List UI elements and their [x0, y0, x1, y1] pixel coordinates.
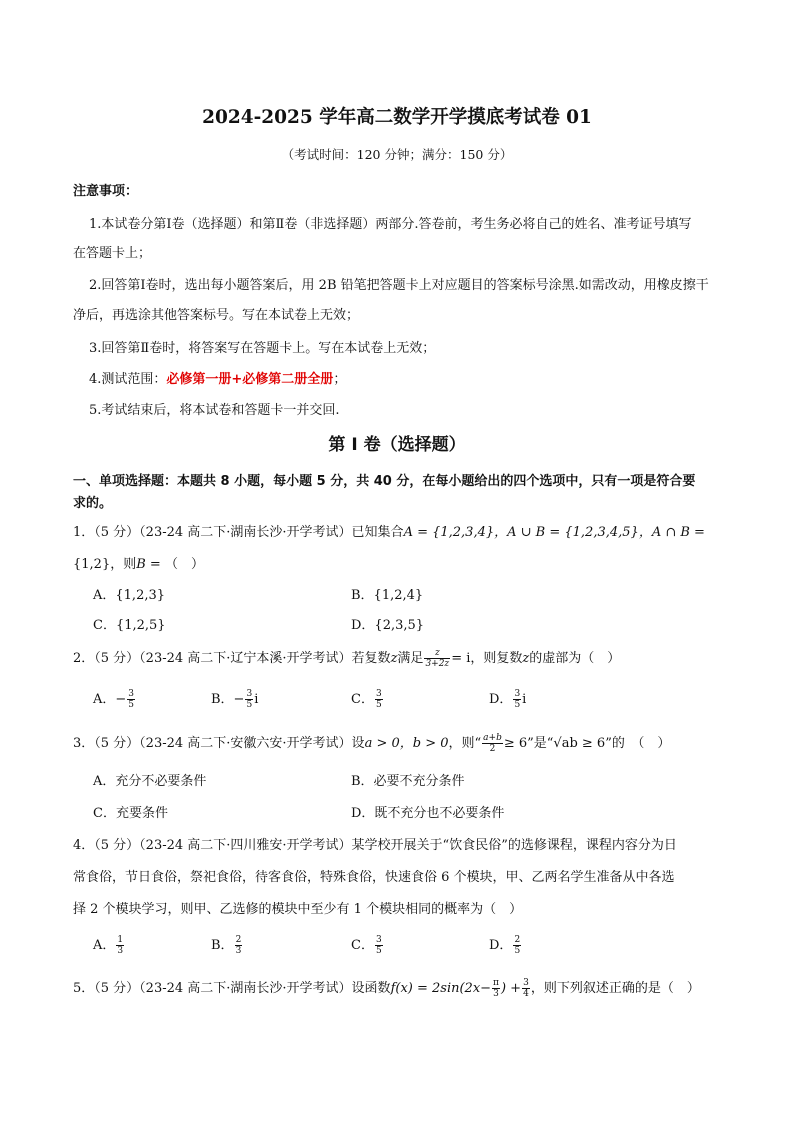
question-1-var-b: B: [136, 557, 146, 572]
part1-instruction-line-2: 求的。: [73, 496, 113, 511]
question-4-line-3: 择 2 个模块学习，则甲、乙选修的模块中至少有 1 个模块相同的概率为（ ）: [73, 902, 523, 917]
question-2-stem: 2．（5 分）（23-24 高二下·辽宁本溪·开学考试）若复数: [73, 651, 391, 666]
question-4-option-d[interactable]: D． $\frac{2}{5}$: [489, 935, 521, 956]
note-5: 5.考试结束后，将本试卷和答题卡一并交回.: [89, 403, 340, 418]
question-3-option-d[interactable]: D．既不充分也不必要条件: [351, 806, 505, 821]
note-4-scope: 必修第一册+必修第二册全册: [166, 372, 334, 387]
note-2-line-2: 净后，再选涂其他答案标号。写在本试卷上无效；: [73, 308, 360, 323]
question-4-option-c[interactable]: C． $\frac{3}{5}$: [351, 935, 382, 956]
question-2-option-b[interactable]: B．− $\frac{3}{5}$ i: [211, 689, 259, 710]
question-4-option-a[interactable]: A． $\frac{1}{3}$: [93, 935, 124, 956]
question-2-var-z-2: z: [522, 651, 530, 666]
note-4-suffix: ；: [333, 372, 347, 387]
question-1-option-b[interactable]: B．{1,2,4}: [351, 588, 424, 603]
note-4-prefix: 4.测试范围：: [89, 372, 167, 387]
question-2-stem-4: 的虚部为（ ）: [529, 651, 621, 666]
part1-instruction-line-1: 一、单项选择题：本题共 8 小题，每小题 5 分，共 40 分，在每小题给出的四个选项中，只有一项是符合要: [73, 474, 696, 489]
note-1-line-2: 在答题卡上；: [73, 246, 152, 261]
question-3-option-b[interactable]: B．必要不充分条件: [351, 774, 465, 789]
exam-subtitle: （考试时间：120 分钟；满分：150 分）: [281, 147, 513, 162]
question-5-fraction-1: $\frac{\pi}{3}$: [493, 978, 499, 999]
question-1-line-1: [73, 521, 705, 540]
note-3: 3.回答第Ⅱ卷时，将答案写在答题卡上。写在本试卷上无效；: [89, 341, 436, 356]
question-5-stem-2: ，则下列叙述正确的是（ ）: [530, 981, 700, 996]
notes-heading: 注意事项：: [73, 184, 139, 199]
question-3-stem: 3．（5 分）（23-24 高二下·安徽六安·开学考试）设: [73, 736, 365, 751]
note-2-line-1: 2.回答第Ⅰ卷时，选出每小题答案后，用 2B 铅笔把答题卡上对应题目的答案标号涂黑.如需改动，用橡皮擦干: [89, 278, 709, 293]
question-5-math: f(x) = 2sin(2x−: [390, 981, 492, 996]
question-2-var-z: z: [390, 651, 398, 666]
question-1-stem-3: = （ ）: [145, 557, 204, 572]
question-4-option-b[interactable]: B． $\frac{2}{3}$: [211, 935, 242, 956]
question-1-math: A = {1,2,3,4}，A ∪ B = {1,2,3,4,5}，A ∩ B =: [403, 525, 705, 540]
question-4-line-1: 4．（5 分）（23-24 高二下·四川雅安·开学考试）某学校开展关于“饮食民俗”的选修课程，课程内容分为日: [73, 838, 677, 853]
question-4-line-2: 常食俗，节日食俗，祭祀食俗，待客食俗，特殊食俗，快速食俗 6 个模块，甲、乙两名学生准备从中各选: [73, 870, 675, 885]
question-2-option-c[interactable]: C． $\frac{3}{5}$: [351, 689, 382, 710]
question-2-option-d[interactable]: D． $\frac{3}{5}$ i: [489, 689, 527, 710]
question-2-option-a[interactable]: A．− $\frac{3}{5}$: [93, 689, 135, 710]
exam-title: 2024-2025 学年高二数学开学摸底考试卷 01: [202, 107, 592, 128]
question-1-option-c[interactable]: C．{1,2,5}: [93, 618, 166, 633]
question-1-option-d[interactable]: D．{2,3,5}: [351, 618, 425, 633]
question-1-stem: 1．（5 分）（23-24 高二下·湖南长沙·开学考试）已知集合: [73, 525, 404, 540]
question-1-stem-2: {1,2}，则: [73, 557, 137, 572]
question-2-stem-3: = i，则复数: [451, 651, 523, 666]
question-3-option-c[interactable]: C．充要条件: [93, 806, 168, 821]
note-1-line-1: 1.本试卷分第Ⅰ卷（选择题）和第Ⅱ卷（非选择题）两部分.答卷前，考生务必将自己的姓名、准考证号填写: [89, 217, 692, 232]
question-3-option-a[interactable]: A．充分不必要条件: [93, 774, 207, 789]
question-3-fraction: $\frac{a+b}{2}$: [483, 733, 502, 754]
question-3-stem-2: ≥ 6”是“√ab ≥ 6”的 （ ）: [503, 736, 671, 751]
section-heading: 第 I 卷（选择题）: [328, 435, 466, 455]
question-5-fraction-2: $\frac{3}{4}$: [523, 978, 529, 999]
note-4: [89, 368, 346, 387]
question-5-stem: 5．（5 分）（23-24 高二下·湖南长沙·开学考试）设函数: [73, 981, 391, 996]
question-2-stem-2: 满足: [397, 651, 424, 666]
question-1-line-2: [73, 553, 204, 572]
question-5-line: 5．（5 分）（23-24 高二下·湖南长沙·开学考试）设函数f(x) = 2sin(2x− $\frac{\pi}{3}$ ) + $\frac{3}{4}$ ，则下列叙述正确的是（ ）: [73, 978, 700, 999]
question-3-line: 3．（5 分）（23-24 高二下·安徽六安·开学考试）设a > 0，b > 0，则“ $\frac{a+b}{2}$ ≥ 6”是“√ab ≥ 6”的 （ ）: [73, 733, 671, 754]
question-3-math: a > 0，b > 0: [364, 736, 449, 751]
question-1-option-a[interactable]: A．{1,2,3}: [93, 588, 166, 603]
question-2-line: [73, 647, 620, 669]
question-2-fraction: $\frac{z}{3+2z}$: [425, 648, 450, 669]
